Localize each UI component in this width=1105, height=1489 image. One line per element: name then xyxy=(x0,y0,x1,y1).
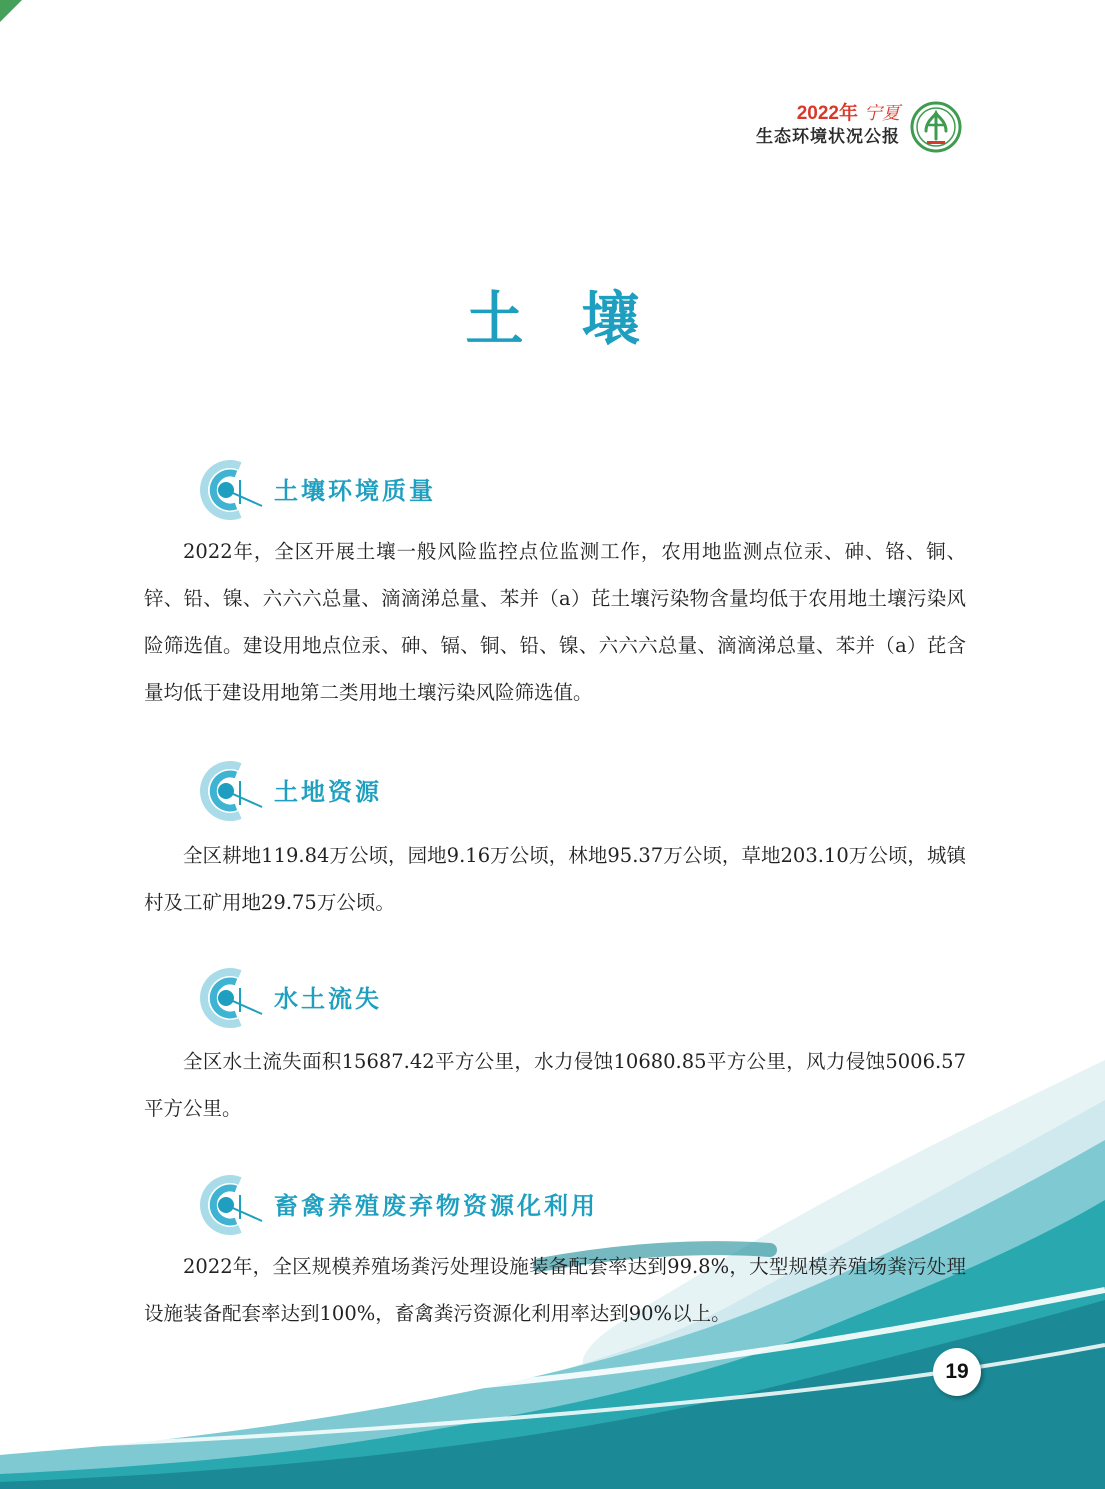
section-title: 土壤环境质量 xyxy=(274,477,436,505)
report-header xyxy=(756,104,900,146)
section-paragraph: 2022年，全区开展土壤一般风险监控点位监测工作，农用地监测点位汞、砷、铬、铜、锌、铅、镍、六六六总量、滴滴涕总量、苯并（a）芘土壤污染物含量均低于农用地土壤污染风险筛选值。建设用地点位汞、砷、镉、铜、铅、镍、六六六总量、滴滴涕总量、苯并（a）芘含量均低于建设用地第二类用地土壤污染风险筛选值。 xyxy=(144,540,966,704)
section-paragraph: 全区耕地119.84万公顷，园地9.16万公顷，林地95.37万公顷，草地203.10万公顷，城镇村及工矿用地29.75万公顷。 xyxy=(144,844,966,914)
section-title: 土地资源 xyxy=(274,778,382,806)
section-paragraph: 全区水土流失面积15687.42平方公里，水力侵蚀10680.85平方公里，风力侵蚀5006.57平方公里。 xyxy=(144,1050,966,1120)
header-line-1 xyxy=(756,104,900,123)
section-title: 水土流失 xyxy=(274,985,382,1013)
section-marker-icon xyxy=(196,1175,276,1235)
section-marker-icon xyxy=(196,460,276,520)
header-subtitle: 生态环境状况公报 xyxy=(756,127,900,147)
page-title: 土壤 xyxy=(465,285,698,353)
section-marker-icon xyxy=(196,761,276,821)
section-marker-icon xyxy=(196,968,276,1028)
section-title: 畜禽养殖废弃物资源化利用 xyxy=(274,1192,598,1220)
header-year: 2022年 xyxy=(796,103,858,124)
header-place: 宁夏 xyxy=(864,103,900,124)
page-number: 19 xyxy=(933,1348,981,1396)
brand-logo-icon xyxy=(910,101,962,153)
section-paragraph: 2022年，全区规模养殖场粪污处理设施装备配套率达到99.8%，大型规模养殖场粪污处理设施装备配套率达到100%，畜禽粪污资源化利用率达到90%以上。 xyxy=(144,1255,966,1325)
